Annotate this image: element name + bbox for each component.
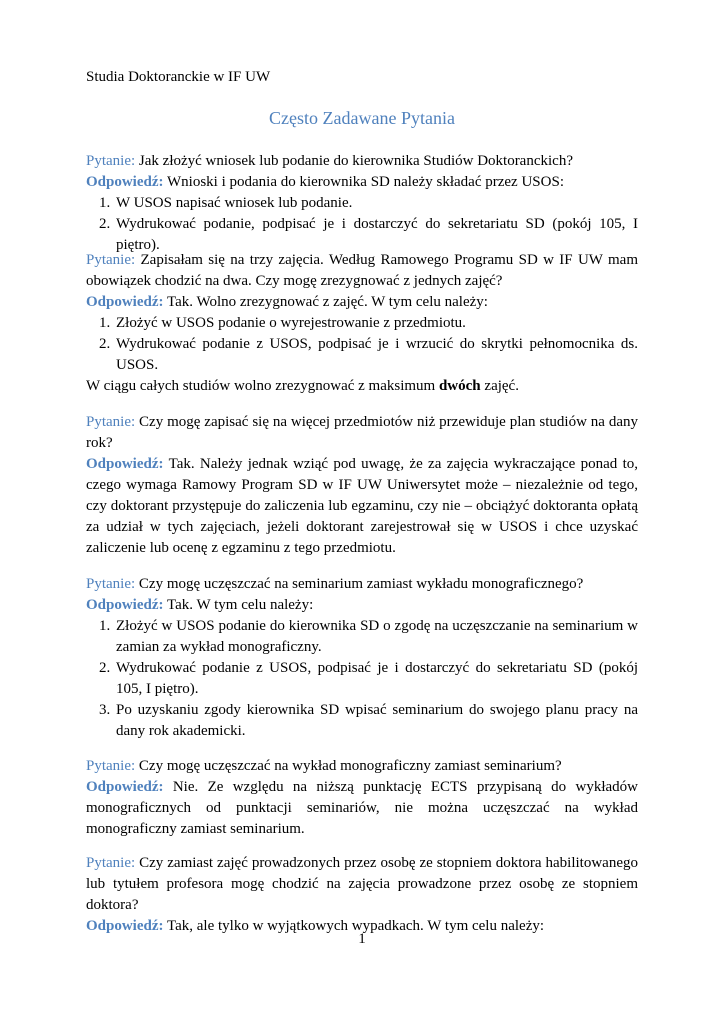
answer-label: Odpowiedź: xyxy=(86,918,164,934)
answer-text: Nie. Ze względu na niższą punktację ECTS przypisaną do wykładów monograficznych od punktacji seminariów, nie można uczęszczać na wykład monograficzny zamiast seminarium. xyxy=(86,779,638,837)
list-item: 1. W USOS napisać wniosek lub podanie. xyxy=(114,193,638,214)
steps-list-2 xyxy=(86,313,638,376)
steps-list-4 xyxy=(86,616,638,742)
list-item: 2. Wydrukować podanie z USOS, podpisać je i wrzucić do skrytki pełnomocnika ds. USOS. xyxy=(114,334,638,376)
question-label: Pytanie: xyxy=(86,252,136,268)
document-header: Studia Doktoranckie w IF UW xyxy=(86,69,271,85)
answer-text: Tak. W tym celu należy: xyxy=(163,597,314,613)
question-text: Jak złożyć wniosek lub podanie do kierownika Studiów Doktoranckich? xyxy=(135,153,573,169)
question-1 xyxy=(86,151,638,172)
answer-1 xyxy=(86,172,638,193)
answer-text: Tak. Wolno zrezygnować z zajęć. W tym celu należy: xyxy=(163,294,488,310)
answer-label: Odpowiedź: xyxy=(86,597,164,613)
question-2 xyxy=(86,250,638,292)
answer-2 xyxy=(86,292,638,313)
faq-item-1 xyxy=(86,151,638,256)
answer-text: Tak, ale tylko w wyjątkowych wypadkach. W tym celu należy: xyxy=(163,918,545,934)
answer-label: Odpowiedź: xyxy=(86,779,164,795)
list-item: 2. Wydrukować podanie z USOS, podpisać je i dostarczyć do sekretariatu SD (pokój 105, I piętro). xyxy=(114,658,638,700)
question-text: Zapisałam się na trzy zajęcia. Według Ramowego Programu SD w IF UW mam obowiązek chodzić na dwa. Czy mogę zrezygnować z jednych zajęć? xyxy=(86,252,638,289)
list-item: 2. Wydrukować podanie, podpisać je i dostarczyć do sekretariatu SD (pokój 105, I piętro). xyxy=(114,214,638,256)
question-text: Czy mogę uczęszczać na wykład monograficzny zamiast seminarium? xyxy=(135,758,562,774)
note-emphasis: dwóch xyxy=(438,378,481,394)
faq-item-3 xyxy=(86,412,638,559)
question-label: Pytanie: xyxy=(86,576,136,592)
faq-item-6 xyxy=(86,853,638,937)
note-text: W ciągu całych studiów wolno zrezygnować z maksimum xyxy=(86,378,439,394)
question-5 xyxy=(86,756,638,777)
faq-item-5 xyxy=(86,756,638,840)
question-text: Czy mogę zapisać się na więcej przedmiotów niż przewiduje plan studiów na dany rok? xyxy=(86,414,638,451)
question-label: Pytanie: xyxy=(86,855,136,871)
answer-label: Odpowiedź: xyxy=(86,456,164,472)
answer-text: Wnioski i podania do kierownika SD należy składać przez USOS: xyxy=(163,174,564,190)
steps-list-1 xyxy=(86,193,638,256)
answer-label: Odpowiedź: xyxy=(86,294,164,310)
answer-label: Odpowiedź: xyxy=(86,174,164,190)
answer-4 xyxy=(86,595,638,616)
list-item: 1. Złożyć w USOS podanie o wyrejestrowanie z przedmiotu. xyxy=(114,313,638,334)
question-text: Czy mogę uczęszczać na seminarium zamiast wykładu monograficznego? xyxy=(135,576,584,592)
question-label: Pytanie: xyxy=(86,153,136,169)
question-6 xyxy=(86,853,638,916)
list-item: 3. Po uzyskaniu zgody kierownika SD wpisać seminarium do swojego planu pracy na dany rok akademicki. xyxy=(114,700,638,742)
page-title: Często Zadawane Pytania xyxy=(269,108,455,128)
question-label: Pytanie: xyxy=(86,758,136,774)
question-text: Czy zamiast zajęć prowadzonych przez osobę ze stopniem doktora habilitowanego lub tytułem profesora mogę chodzić na zajęcia prowadzone przez osobę ze stopniem doktora? xyxy=(86,855,638,913)
note-text-end: zajęć. xyxy=(480,378,519,394)
list-item: 1. Złożyć w USOS podanie do kierownika SD o zgodę na uczęszczanie na seminarium w zamian za wykład monograficzny. xyxy=(114,616,638,658)
answer-3 xyxy=(86,454,638,559)
note-2 xyxy=(86,376,638,397)
question-3 xyxy=(86,412,638,454)
page-number: 1 xyxy=(358,931,366,947)
question-4 xyxy=(86,574,638,595)
faq-item-4 xyxy=(86,574,638,742)
answer-text: Tak. Należy jednak wziąć pod uwagę, że za zajęcia wykraczające ponad to, czego wymaga Ramowy Program SD w IF UW Uniwersytet może – niezależnie od tego, czy doktorant przystępuje do zaliczenia lub egzaminu, czy nie – obciążyć doktoranta opłatą za udział w tych zajęciach, jeżeli doktorant zarejestrował się w USOS i chce uzyskać zaliczenie lub ocenę z egzaminu z tego przedmiotu. xyxy=(86,456,638,556)
faq-item-2 xyxy=(86,250,638,397)
question-label: Pytanie: xyxy=(86,414,136,430)
answer-5 xyxy=(86,777,638,840)
